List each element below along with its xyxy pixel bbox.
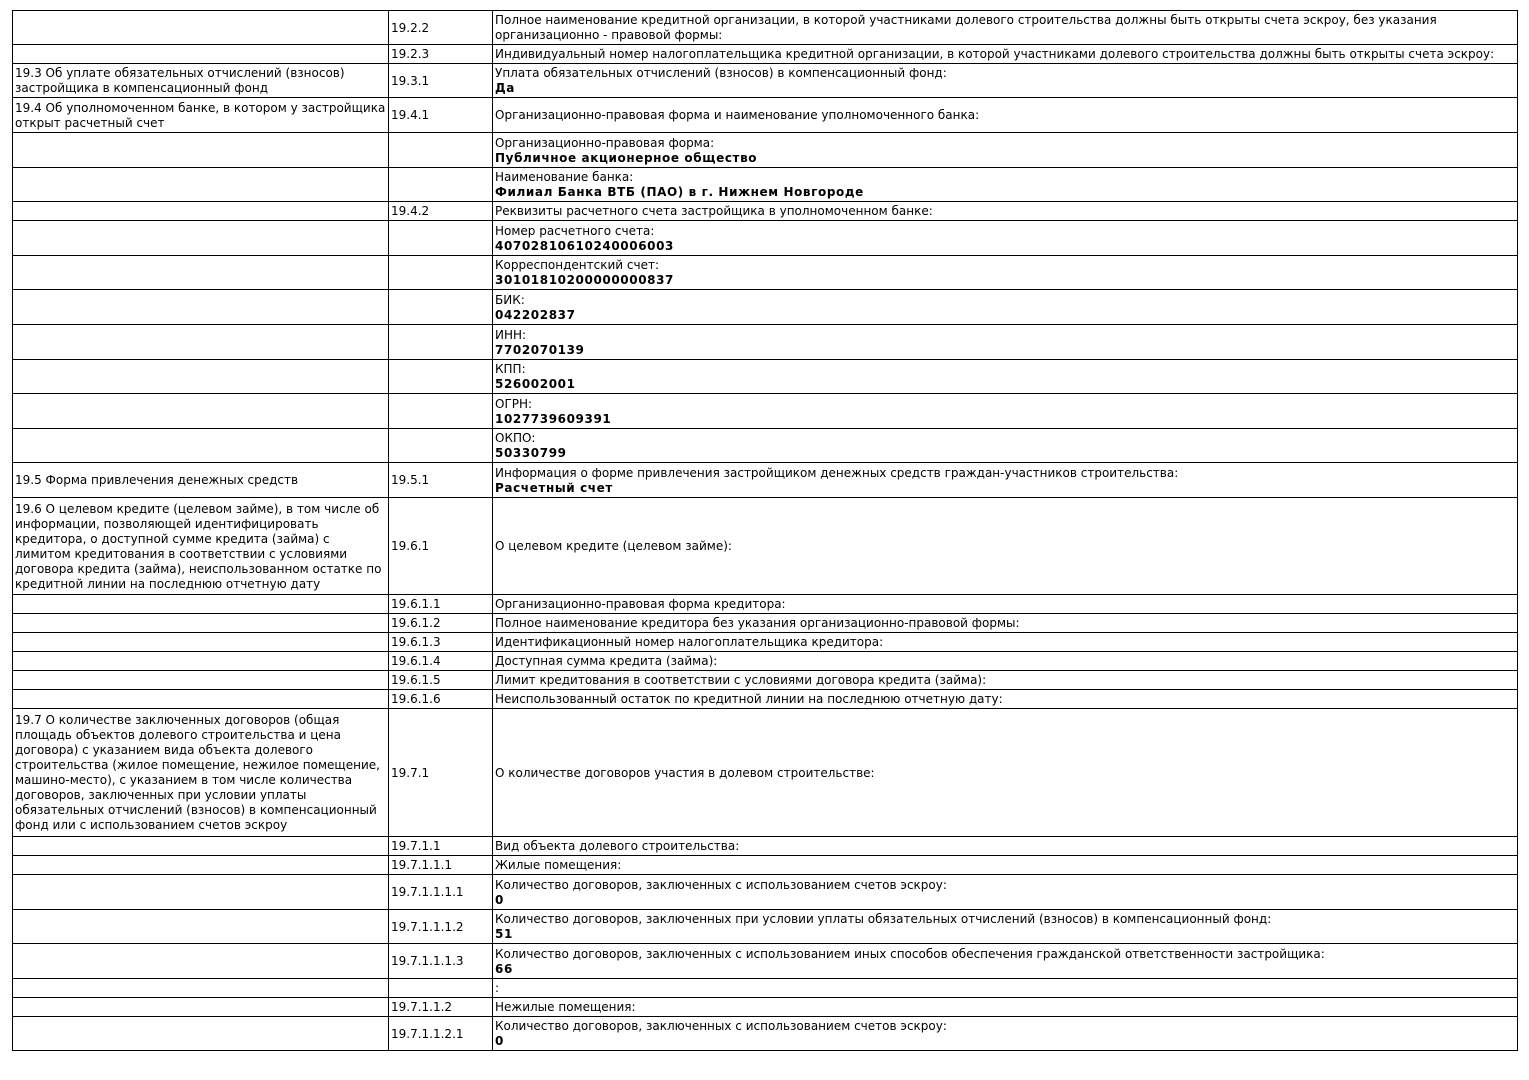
- item-code-cell: 19.4.2: [389, 202, 493, 221]
- table-row: [13, 11, 1518, 45]
- item-value: 7702070139: [495, 342, 585, 357]
- item-value: 0: [495, 1034, 504, 1048]
- item-content-cell: [493, 875, 1518, 910]
- table-row: [13, 856, 1518, 875]
- item-label: Организационно-правовая форма:: [495, 135, 715, 150]
- section-title-cell: 19.4 Об уполномоченном банке, в котором у застройщика открыт расчетный счет: [13, 98, 389, 133]
- table-row: [13, 98, 1518, 133]
- item-value: Публичное акционерное общество: [495, 150, 758, 165]
- item-label: Количество договоров, заключенных с использованием счетов эскроу:: [495, 1019, 947, 1033]
- item-value: 51: [495, 927, 513, 941]
- item-content-cell: [493, 394, 1518, 429]
- section-title-cell: [13, 360, 389, 394]
- item-label: Номер расчетного счета:: [495, 223, 655, 238]
- item-label: Жилые помещения:: [495, 858, 622, 872]
- item-content-cell: [493, 1017, 1518, 1051]
- table-row: [13, 1017, 1518, 1051]
- item-label: Корреспондентский счет:: [495, 258, 659, 272]
- item-content-cell: [493, 652, 1518, 671]
- item-content-cell: [493, 290, 1518, 325]
- section-title-cell: 19.7 О количестве заключенных договоров (общая площадь объектов долевого строительства и цена договора) с указанием вида объекта долевого строительства (жилое помещение, нежилое помещение, машино-место), с указанием в том числе количества договоров, заключенных при условии уплаты обязательных отчислений (взносов) в компенсационный фонд или с использованием счетов эскроу: [13, 709, 389, 837]
- item-label: Количество договоров, заключенных при условии уплаты обязательных отчислений (взносов) в компенсационный фонд:: [495, 912, 1272, 926]
- item-code-cell: 19.7.1.1.2: [389, 998, 493, 1017]
- item-code-cell: 19.7.1.1: [389, 837, 493, 856]
- item-content-cell: [493, 671, 1518, 690]
- item-label: ОКПО:: [495, 431, 536, 445]
- section-title-cell: [13, 133, 389, 168]
- item-code-cell: [389, 133, 493, 168]
- item-value: 0: [495, 892, 504, 907]
- item-content-cell: [493, 133, 1518, 168]
- table-row: [13, 202, 1518, 221]
- item-label: Количество договоров, заключенных с использованием иных способов обеспечения гражданской ответственности застройщика:: [495, 946, 1325, 961]
- item-code-cell: 19.5.1: [389, 463, 493, 498]
- item-value: Да: [495, 81, 515, 95]
- table-row: [13, 837, 1518, 856]
- section-title-cell: [13, 429, 389, 463]
- item-code-cell: 19.6.1.5: [389, 671, 493, 690]
- table-row: [13, 133, 1518, 168]
- item-content-cell: [493, 856, 1518, 875]
- section-title-cell: [13, 256, 389, 290]
- item-content-cell: [493, 64, 1518, 98]
- table-row: [13, 325, 1518, 360]
- table-row: [13, 64, 1518, 98]
- item-code-cell: [389, 256, 493, 290]
- item-code-cell: 19.7.1.1.1.3: [389, 944, 493, 979]
- table-row: [13, 595, 1518, 614]
- item-label: Вид объекта долевого строительства:: [495, 839, 740, 853]
- item-value: Филиал Банка ВТБ (ПАО) в г. Нижнем Новгороде: [495, 185, 864, 199]
- table-row: [13, 671, 1518, 690]
- item-content-cell: [493, 168, 1518, 202]
- item-value: Расчетный счет: [495, 480, 613, 495]
- item-content-cell: [493, 944, 1518, 979]
- item-code-cell: 19.3.1: [389, 64, 493, 98]
- section-title-cell: [13, 595, 389, 614]
- section-title-cell: [13, 856, 389, 875]
- table-row: [13, 979, 1518, 998]
- table-row: [13, 614, 1518, 633]
- item-content-cell: [493, 595, 1518, 614]
- item-content-cell: [493, 690, 1518, 709]
- item-value: 042202837: [495, 307, 576, 322]
- section-title-cell: [13, 221, 389, 256]
- item-code-cell: 19.7.1.1.1.1: [389, 875, 493, 910]
- section-title-cell: [13, 998, 389, 1017]
- item-content-cell: [493, 11, 1518, 45]
- item-code-cell: [389, 168, 493, 202]
- item-content-cell: [493, 360, 1518, 394]
- item-content-cell: [493, 325, 1518, 360]
- item-label: :: [495, 981, 500, 995]
- section-title-cell: [13, 979, 389, 998]
- item-label: Идентификационный номер налогоплательщика кредитора:: [495, 635, 884, 649]
- table-row: [13, 221, 1518, 256]
- disclosure-table: [12, 10, 1518, 1051]
- section-title-cell: [13, 910, 389, 944]
- item-value: 30101810200000000837: [495, 273, 674, 287]
- item-content-cell: [493, 979, 1518, 998]
- section-title-cell: [13, 325, 389, 360]
- item-code-cell: 19.2.3: [389, 45, 493, 64]
- item-content-cell: [493, 614, 1518, 633]
- item-content-cell: [493, 837, 1518, 856]
- item-code-cell: 19.6.1.6: [389, 690, 493, 709]
- item-code-cell: 19.6.1.4: [389, 652, 493, 671]
- item-code-cell: 19.6.1.2: [389, 614, 493, 633]
- table-row: [13, 360, 1518, 394]
- item-label: Полное наименование кредитной организации, в которой участниками долевого строительства должны быть открыты счета эскроу, без указания организационно - правовой формы:: [495, 13, 1437, 42]
- item-content-cell: [493, 709, 1518, 837]
- table-row: [13, 463, 1518, 498]
- item-value: 1027739609391: [495, 411, 612, 426]
- item-code-cell: [389, 290, 493, 325]
- item-label: Неиспользованный остаток по кредитной линии на последнюю отчетную дату:: [495, 692, 1003, 706]
- item-label: Организационно-правовая форма и наименование уполномоченного банка:: [495, 108, 980, 122]
- item-label: ОГРН:: [495, 396, 533, 411]
- item-label: Полное наименование кредитора без указания организационно-правовой формы:: [495, 616, 1020, 630]
- item-label: Нежилые помещения:: [495, 1000, 636, 1014]
- table-row: [13, 944, 1518, 979]
- table-row: [13, 256, 1518, 290]
- table-row: [13, 45, 1518, 64]
- item-label: Доступная сумма кредита (займа):: [495, 654, 718, 668]
- item-label: Лимит кредитования в соответствии с условиями договора кредита (займа):: [495, 673, 987, 687]
- item-label: О количестве договоров участия в долевом строительстве:: [495, 765, 875, 780]
- item-label: ИНН:: [495, 327, 527, 342]
- item-code-cell: [389, 429, 493, 463]
- section-title-cell: [13, 168, 389, 202]
- section-title-cell: [13, 633, 389, 652]
- item-content-cell: [493, 498, 1518, 595]
- table-row: [13, 709, 1518, 837]
- item-code-cell: [389, 360, 493, 394]
- item-content-cell: [493, 910, 1518, 944]
- section-title-cell: [13, 875, 389, 910]
- item-label: Уплата обязательных отчислений (взносов) в компенсационный фонд:: [495, 66, 947, 80]
- table-row: [13, 690, 1518, 709]
- item-code-cell: [389, 221, 493, 256]
- table-row: [13, 429, 1518, 463]
- item-content-cell: [493, 463, 1518, 498]
- item-code-cell: 19.7.1.1.1: [389, 856, 493, 875]
- item-value: 66: [495, 961, 513, 976]
- item-label: О целевом кредите (целевом займе):: [495, 539, 732, 553]
- item-content-cell: [493, 256, 1518, 290]
- item-label: Реквизиты расчетного счета застройщика в уполномоченном банке:: [495, 204, 933, 218]
- item-value: 526002001: [495, 377, 576, 391]
- item-label: Индивидуальный номер налогоплательщика кредитной организации, в которой участниками долевого строительства должны быть открыты счета эскроу:: [495, 47, 1495, 61]
- section-title-cell: [13, 671, 389, 690]
- section-title-cell: [13, 614, 389, 633]
- item-code-cell: 19.4.1: [389, 98, 493, 133]
- section-title-cell: [13, 1017, 389, 1051]
- table-row: [13, 168, 1518, 202]
- table-row: [13, 998, 1518, 1017]
- item-content-cell: [493, 98, 1518, 133]
- table-row: [13, 875, 1518, 910]
- item-code-cell: 19.6.1: [389, 498, 493, 595]
- table-row: [13, 633, 1518, 652]
- table-row: [13, 910, 1518, 944]
- item-content-cell: [493, 202, 1518, 221]
- section-title-cell: 19.3 Об уплате обязательных отчислений (взносов) застройщика в компенсационный фонд: [13, 64, 389, 98]
- item-code-cell: 19.7.1.1.2.1: [389, 1017, 493, 1051]
- section-title-cell: 19.6 О целевом кредите (целевом займе), в том числе об информации, позволяющей идентифицировать кредитора, о доступной сумме кредита (займа) с лимитом кредитования в соответствии с условиями договора кредита (займа), неиспользованном остатке по кредитной линии на последнюю отчетную дату: [13, 498, 389, 595]
- item-code-cell: [389, 394, 493, 429]
- section-title-cell: [13, 690, 389, 709]
- section-title-cell: [13, 45, 389, 64]
- item-code-cell: 19.6.1.1: [389, 595, 493, 614]
- item-value: 50330799: [495, 446, 567, 460]
- item-label: Количество договоров, заключенных с использованием счетов эскроу:: [495, 877, 947, 892]
- section-title-cell: [13, 290, 389, 325]
- item-label: КПП:: [495, 362, 526, 376]
- item-code-cell: [389, 979, 493, 998]
- item-value: 40702810610240006003: [495, 238, 674, 253]
- section-title-cell: [13, 944, 389, 979]
- section-title-cell: [13, 394, 389, 429]
- section-title-cell: [13, 652, 389, 671]
- item-code-cell: 19.6.1.3: [389, 633, 493, 652]
- table-row: [13, 394, 1518, 429]
- item-code-cell: [389, 325, 493, 360]
- item-content-cell: [493, 633, 1518, 652]
- table-body: [13, 11, 1518, 1051]
- item-code-cell: 19.2.2: [389, 11, 493, 45]
- item-content-cell: [493, 221, 1518, 256]
- item-code-cell: 19.7.1: [389, 709, 493, 837]
- item-content-cell: [493, 429, 1518, 463]
- item-label: Информация о форме привлечения застройщиком денежных средств граждан-участников строительства:: [495, 465, 1179, 480]
- item-content-cell: [493, 45, 1518, 64]
- table-row: [13, 498, 1518, 595]
- section-title-cell: [13, 202, 389, 221]
- item-content-cell: [493, 998, 1518, 1017]
- section-title-cell: 19.5 Форма привлечения денежных средств: [13, 463, 389, 498]
- item-code-cell: 19.7.1.1.1.2: [389, 910, 493, 944]
- item-label: Организационно-правовая форма кредитора:: [495, 597, 786, 611]
- item-label: БИК:: [495, 292, 525, 307]
- table-row: [13, 290, 1518, 325]
- section-title-cell: [13, 837, 389, 856]
- table-row: [13, 652, 1518, 671]
- item-label: Наименование банка:: [495, 170, 634, 184]
- section-title-cell: [13, 11, 389, 45]
